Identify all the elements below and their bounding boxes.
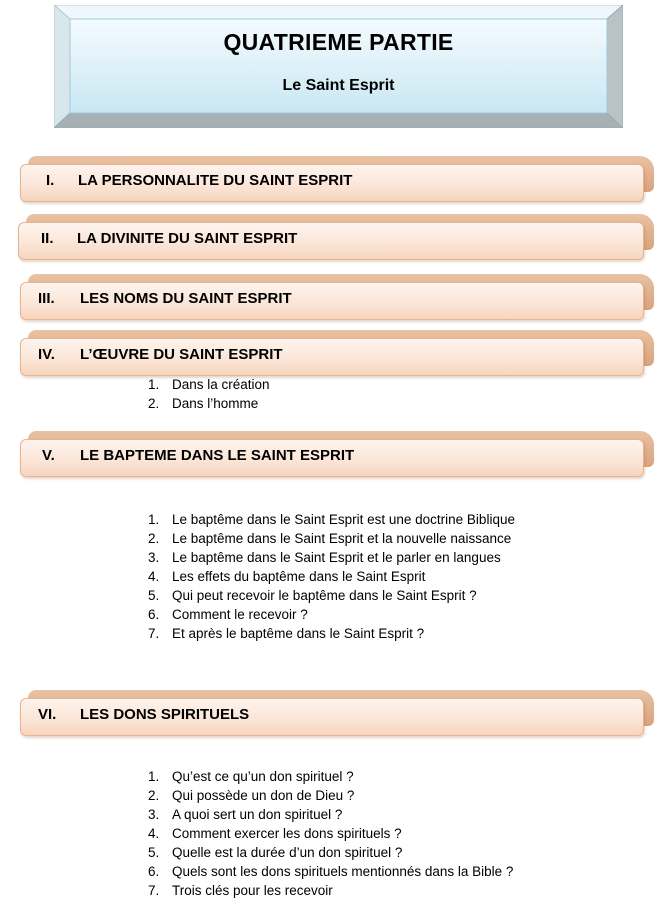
- section-number: VI.: [38, 706, 57, 723]
- banner-bevel: [54, 5, 623, 128]
- list-item: 2. Dans l’homme: [148, 396, 259, 411]
- part-subtitle: Le Saint Esprit: [282, 77, 395, 94]
- section-header-6: [20, 690, 654, 734]
- list-item: 7. Trois clés pour les recevoir: [148, 883, 333, 898]
- section-header-5: [20, 431, 654, 475]
- bapteme-list: [148, 510, 515, 643]
- list-item: 3. A quoi sert un don spirituel ?: [148, 807, 343, 822]
- title-banner: [54, 5, 623, 128]
- section-title: LE BAPTEME DANS LE SAINT ESPRIT: [80, 447, 355, 464]
- section-title: LA PERSONNALITE DU SAINT ESPRIT: [78, 172, 353, 189]
- section-header-2: [18, 214, 654, 258]
- section-number: IV.: [38, 346, 55, 363]
- list-item: 5. Qui peut recevoir le baptême dans le Saint Esprit ?: [148, 588, 477, 603]
- section-number: III.: [38, 290, 55, 307]
- list-item: 5. Quelle est la durée d’un don spirituel ?: [148, 845, 403, 860]
- list-item: 3. Le baptême dans le Saint Esprit et le parler en langues: [148, 550, 501, 565]
- section-title: LA DIVINITE DU SAINT ESPRIT: [77, 230, 298, 247]
- list-item: 4. Les effets du baptême dans le Saint Esprit: [148, 569, 426, 584]
- list-item: 1. Dans la création: [148, 377, 270, 392]
- section-title: LES NOMS DU SAINT ESPRIT: [80, 290, 292, 307]
- list-item: 6. Quels sont les dons spirituels mentionnés dans la Bible ?: [148, 864, 514, 879]
- oeuvre-list: [148, 375, 270, 413]
- part-title: QUATRIEME PARTIE: [223, 29, 454, 55]
- list-item: 4. Comment exercer les dons spirituels ?: [148, 826, 402, 841]
- list-item: 2. Qui possède un don de Dieu ?: [148, 788, 355, 803]
- list-item: 6. Comment le recevoir ?: [148, 607, 308, 622]
- section-header-1: [20, 156, 654, 200]
- section-header-3: [20, 274, 654, 318]
- section-number: II.: [41, 230, 54, 247]
- list-item: 1. Le baptême dans le Saint Esprit est une doctrine Biblique: [148, 512, 515, 527]
- section-number: I.: [46, 172, 55, 189]
- list-item: 1. Qu’est ce qu’un don spirituel ?: [148, 769, 354, 784]
- section-title: L’ŒUVRE DU SAINT ESPRIT: [80, 346, 283, 363]
- section-header-4: [20, 330, 654, 374]
- dons-list: [148, 767, 513, 900]
- section-number: V.: [42, 447, 55, 464]
- list-item: 7. Et après le baptême dans le Saint Esprit ?: [148, 626, 425, 641]
- list-item: 2. Le baptême dans le Saint Esprit et la nouvelle naissance: [148, 531, 512, 546]
- section-title: LES DONS SPIRITUELS: [80, 706, 250, 723]
